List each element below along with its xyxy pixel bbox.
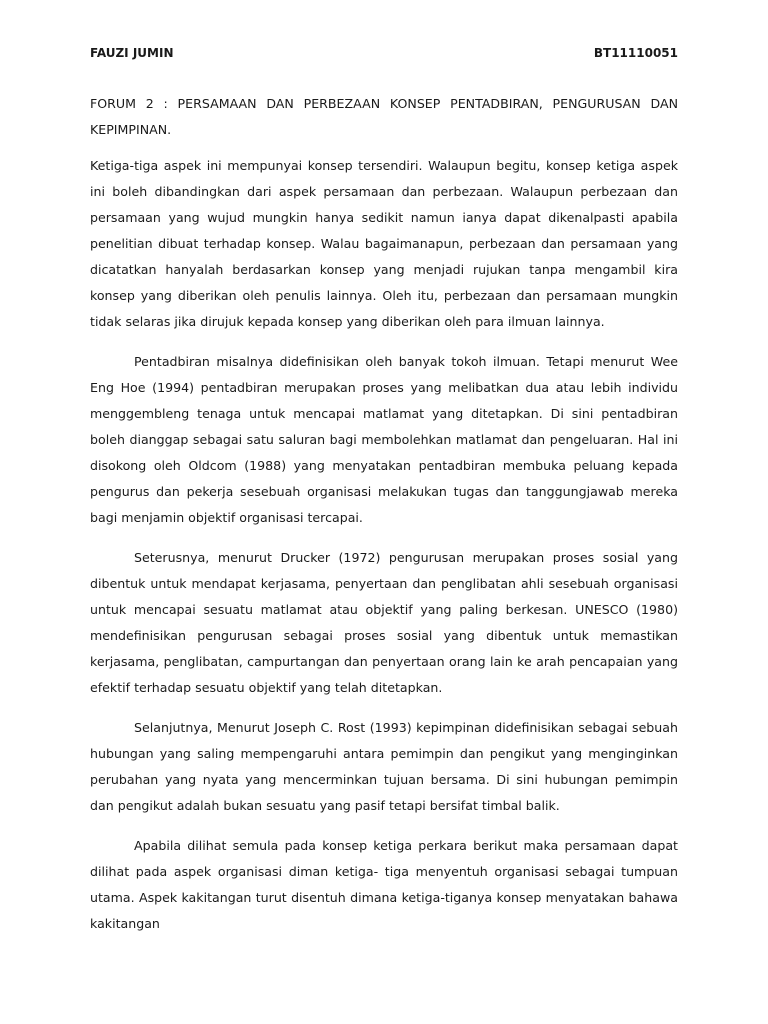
paragraph-pentadbiran: Pentadbiran misalnya didefinisikan oleh banyak tokoh ilmuan. Tetapi menurut Wee Eng Hoe (1994) pentadbiran merupakan proses yang melibatkan dua atau lebih individu menggembleng tenaga untuk mencapai matlamat yang ditetapkan. Di sini pentadbiran boleh dianggap sebagai satu saluran bagi membolehkan matlamat dan pengeluaran. Hal ini disokong oleh Oldcom (1988) yang menyatakan pentadbiran membuka peluang kepada pengurus dan pekerja sesebuah organisasi melakukan tugas dan tanggungjawab mereka bagi menjamin objektif organisasi tercapai. bbox=[90, 354, 678, 525]
paragraph-kepimpinan: Selanjutnya, Menurut Joseph C. Rost (1993) kepimpinan didefinisikan sebagai sebuah hubungan yang saling mempengaruhi antara pemimpin dan pengikut yang menginginkan perubahan yang nyata yang mencerminkan tujuan bersama. Di sini hubungan pemimpin dan pengikut adalah bukan sesuatu yang pasif tetapi bersifat timbal balik. bbox=[90, 720, 678, 813]
page-header bbox=[90, 46, 678, 60]
paragraph-intro: Ketiga-tiga aspek ini mempunyai konsep tersendiri. Walaupun begitu, konsep ketiga aspek ini boleh dibandingkan dari aspek persamaan dan perbezaan. Walaupun perbezaan dan persamaan yang wujud mungkin hanya sedikit namun ianya dapat dikenalpasti apabila penelitian dibuat terhadap konsep. Walau bagaimanapun, perbezaan dan persamaan yang dicatatkan hanyalah berdasarkan konsep yang menjadi rujukan tanpa mengambil kira konsep yang diberikan oleh penulis lainnya. Oleh itu, perbezaan dan persamaan mungkin tidak selaras jika dirujuk kepada konsep yang diberikan oleh para ilmuan lainnya. bbox=[90, 158, 678, 329]
document-title: FORUM 2 : PERSAMAAN DAN PERBEZAAN KONSEP PENTADBIRAN, PENGURUSAN DAN KEPIMPINAN. bbox=[90, 96, 678, 137]
document-page bbox=[90, 0, 678, 1024]
document-body bbox=[90, 153, 678, 951]
paragraph-pengurusan: Seterusnya, menurut Drucker (1972) pengurusan merupakan proses sosial yang dibentuk untuk mendapat kerjasama, penyertaan dan penglibatan ahli sesebuah organisasi untuk mencapai sesuatu matlamat atau objektif yang paling berkesan. UNESCO (1980) mendefinisikan pengurusan sebagai proses sosial yang dibentuk untuk memastikan kerjasama, penglibatan, campurtangan dan penyertaan orang lain ke arah pencapaian yang efektif terhadap sesuatu objektif yang telah ditetapkan. bbox=[90, 550, 678, 695]
student-id: BT11110051 bbox=[593, 46, 678, 60]
paragraph-persamaan: Apabila dilihat semula pada konsep ketiga perkara berikut maka persamaan dapat dilihat pada aspek organisasi diman ketiga- tiga menyentuh organisasi sebagai tumpuan utama. Aspek kakitangan turut disentuh dimana ketiga-tiganya konsep menyatakan bahawa kakitangan bbox=[90, 838, 678, 931]
author-name: FAUZI JUMIN bbox=[90, 46, 174, 60]
